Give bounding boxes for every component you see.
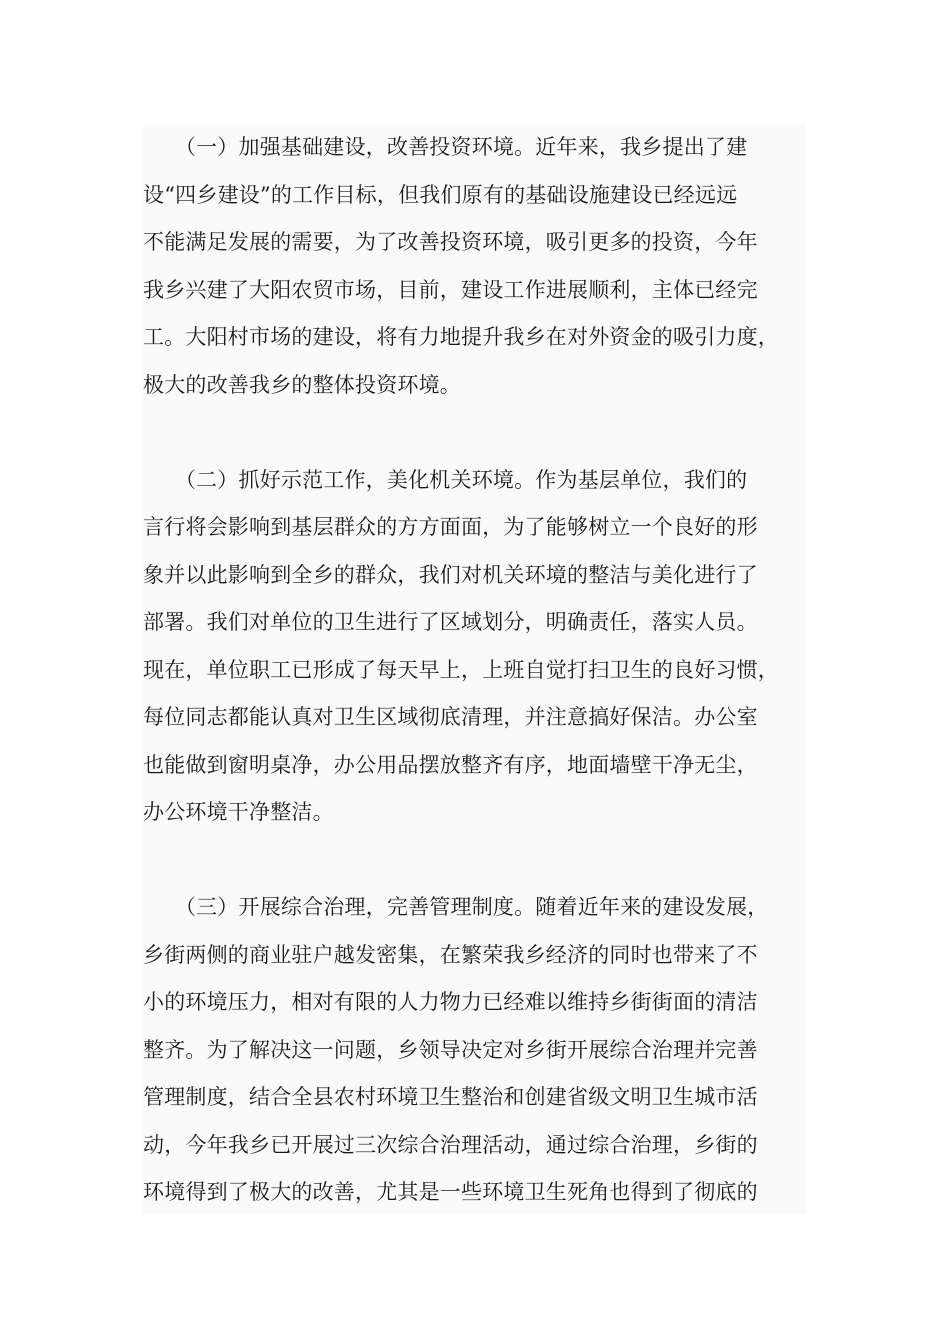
- text-line: 环境得到了极大的改善，尤其是一些环境卫生死角也得到了彻底的: [143, 1180, 758, 1204]
- text-line: 小的环境压力，相对有限的人力物力已经难以维持乡街街面的清洁: [143, 990, 758, 1014]
- text-line: 整齐。为了解决这一问题，乡领导决定对乡街开展综合治理并完善: [143, 1037, 758, 1062]
- paragraph-2: [143, 457, 806, 837]
- text-line: 办公环境干净整洁。: [143, 800, 334, 824]
- text-line: 部署。我们对单位的卫生进行了区域划分，明确责任，落实人员。: [143, 610, 758, 634]
- text-line: 乡街两侧的商业驻户越发密集，在繁荣我乡经济的同时也带来了不: [143, 942, 758, 967]
- paragraph-3: [143, 884, 806, 1214]
- text-line: 每位同志都能认真对卫生区域彻底清理，并注意搞好保洁。办公室: [143, 705, 758, 729]
- text-line: 设“四乡建设”的工作目标，但我们原有的基础设施建设已经远远: [143, 182, 738, 207]
- text-line: 象并以此影响到全乡的群众，我们对机关环境的整洁与美化进行了: [143, 562, 758, 587]
- text-line: 工。大阳村市场的建设，将有力地提升我乡在对外资金的吸引力度，: [143, 325, 779, 349]
- paragraph-gap: [143, 837, 806, 885]
- text-line: 极大的改善我乡的整体投资环境。: [143, 372, 461, 397]
- paragraph-gap: [143, 409, 806, 457]
- text-line: 不能满足发展的需要，为了改善投资环境，吸引更多的投资，今年: [143, 230, 758, 254]
- text-line: 动，今年我乡已开展过三次综合治理活动，通过综合治理，乡街的: [143, 1132, 758, 1157]
- text-line: （三）开展综合治理，完善管理制度。随着近年来的建设发展，: [143, 895, 769, 919]
- text-line: （二）抓好示范工作，美化机关环境。作为基层单位，我们的: [143, 467, 748, 492]
- text-line: 现在，单位职工已形成了每天早上，上班自觉打扫卫生的良好习惯，: [143, 657, 779, 682]
- text-line: 管理制度，结合全县农村环境卫生整治和创建省级文明卫生城市活: [143, 1085, 758, 1109]
- document-body: [143, 124, 806, 1214]
- text-line: 我乡兴建了大阳农贸市场，目前，建设工作进展顺利，主体已经完: [143, 277, 758, 302]
- text-line: （一）加强基础建设，改善投资环境。近年来，我乡提出了建: [143, 135, 748, 159]
- paragraph-1: [143, 124, 806, 409]
- text-line: 言行将会影响到基层群众的方方面面，为了能够树立一个良好的形: [143, 515, 758, 539]
- text-line: 也能做到窗明桌净，办公用品摆放整齐有序，地面墙壁干净无尘，: [143, 752, 758, 777]
